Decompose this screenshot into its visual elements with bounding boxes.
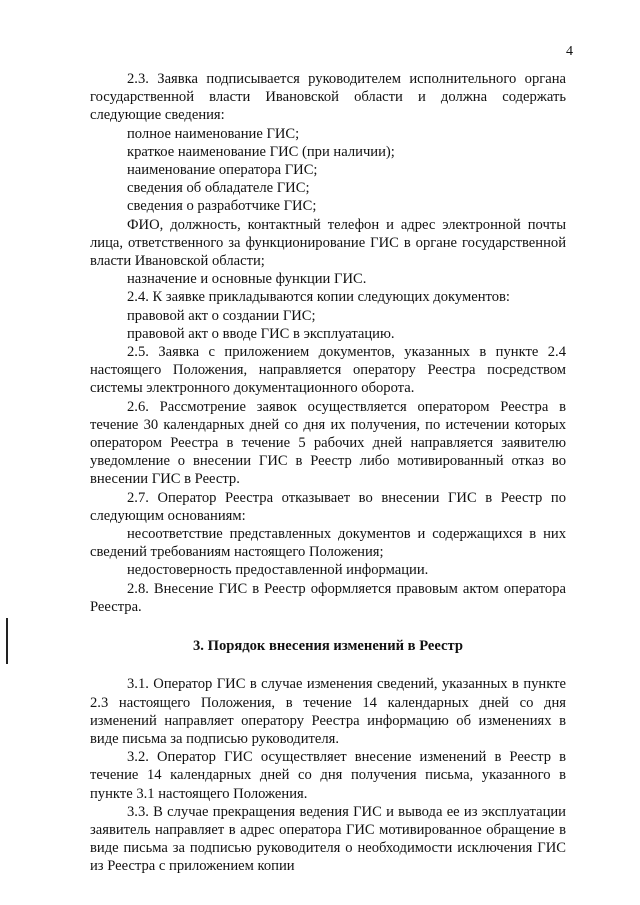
list-item: несоответствие представленных документов и содержащихся в них сведений требованиям настоящего Положения; xyxy=(90,526,566,561)
paragraph-2-3-contact: ФИО, должность, контактный телефон и адрес электронной почты лица, ответственного за функционирование ГИС в органе государственной власти Ивановской области; xyxy=(90,216,566,270)
list-item: правовой акт о вводе ГИС в эксплуатацию. xyxy=(127,325,395,342)
paragraph-3-3: 3.3. В случае прекращения ведения ГИС и вывода ее из эксплуатации заявитель направляет в адрес оператора ГИС мотивированное обращение в виде письма за подписью руководителя о необходимости исключения ГИС из Реестра с приложением копии xyxy=(90,803,566,875)
scan-margin-mark xyxy=(6,618,8,664)
list-item: недостоверность предоставленной информации. xyxy=(127,562,429,579)
paragraph-3-1: 3.1. Оператор ГИС в случае изменения сведений, указанных в пункте 2.3 настоящего Положения, в течение 14 календарных дней со дня изменений направляет оператору Реестра информацию об изменениях в виде письма за подписью руководителя. xyxy=(90,676,566,747)
paragraph-2-6: 2.6. Рассмотрение заявок осуществляется оператором Реестра в течение 30 календарных дней со дня их получения, по истечении которых оператором Реестра в течение 5 рабочих дней направляется заявителю уведомление о внесении ГИС в Реестр либо мотивированный отказ во внесении ГИС в Реестр. xyxy=(90,398,566,488)
paragraph-2-4: 2.4. К заявке прикладываются копии следующих документов: xyxy=(127,289,510,306)
paragraph-2-3: 2.3. Заявка подписывается руководителем исполнительного органа государственной власти Ивановской области и должна содержать следующие сведения: xyxy=(90,71,566,124)
paragraph-2-7: 2.7. Оператор Реестра отказывает во внесении ГИС в Реестр по следующим основаниям: xyxy=(90,489,566,524)
list-item: сведения об обладателе ГИС; xyxy=(127,180,310,197)
list-item: назначение и основные функции ГИС. xyxy=(127,271,367,288)
section-3-heading: 3. Порядок внесения изменений в Реестр xyxy=(193,638,463,655)
paragraph-2-8: 2.8. Внесение ГИС в Реестр оформляется правовым актом оператора Реестра. xyxy=(90,580,566,615)
document-body xyxy=(90,70,566,876)
list-item: полное наименование ГИС; xyxy=(127,125,300,142)
list-item: краткое наименование ГИС (при наличии); xyxy=(127,143,395,160)
list-item: наименование оператора ГИС; xyxy=(127,162,318,179)
page-number: 4 xyxy=(566,44,573,59)
paragraph-3-2: 3.2. Оператор ГИС осуществляет внесение изменений в Реестр в течение 14 календарных дней со дня получения письма, указанного в пункте 3.1 настоящего Положения. xyxy=(90,749,566,802)
paragraph-2-5: 2.5. Заявка с приложением документов, указанных в пункте 2.4 настоящего Положения, направляется оператору Реестра посредством системы электронного документационного оборота. xyxy=(90,344,566,397)
list-item: правовой акт о создании ГИС; xyxy=(127,307,316,324)
list-item: сведения о разработчике ГИС; xyxy=(127,198,317,215)
